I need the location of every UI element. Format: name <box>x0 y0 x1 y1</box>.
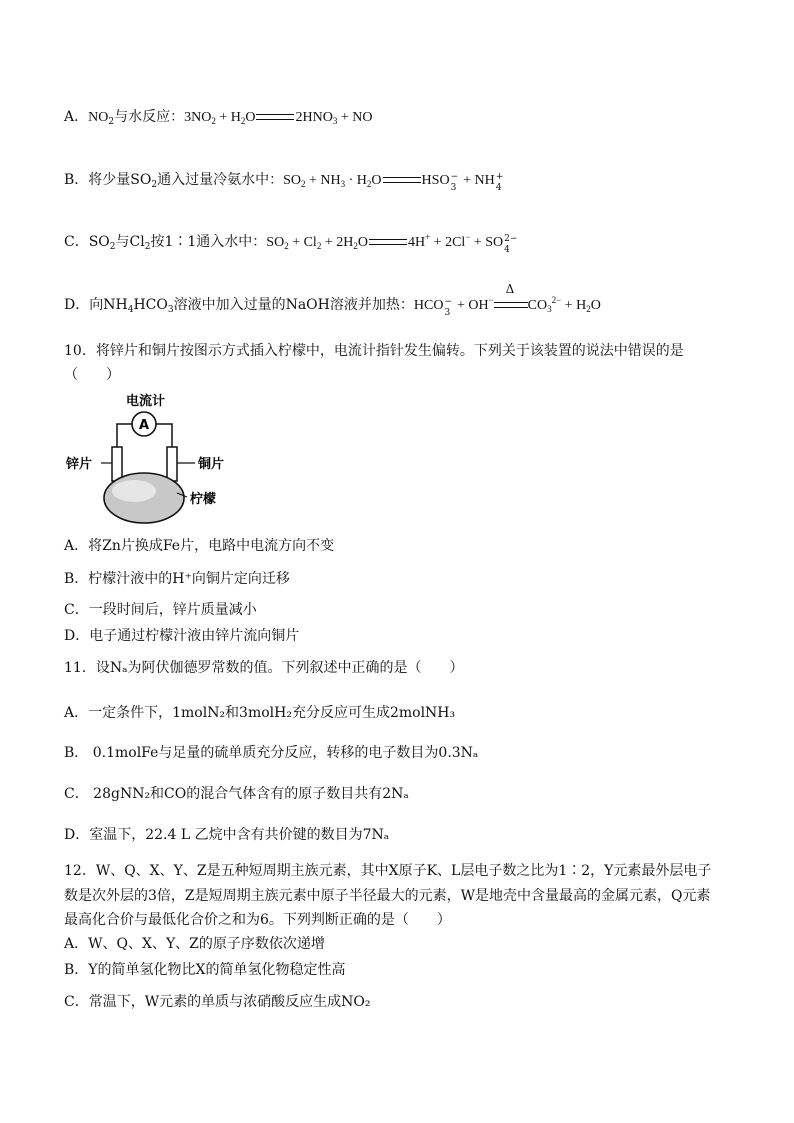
copper-label: 铜片 <box>198 457 225 472</box>
q12-stem-line1: 12．W、Q、X、Y、Z是五种短周期主族元素，其中X原子K、L层电子数之比为1∶2，Y元素最外层电子 <box>64 863 712 879</box>
q9-option-d: D．向$NH_4HCO_3$溶液中加入过量的NaOH溶液并加热：HCO − 3 + OH− Δ $CO_3^{2-} + H_2O$ <box>64 282 601 318</box>
q10-option-b: B．柠檬汁液中的H⁺向铜片定向迁移 <box>64 571 290 587</box>
equals-arrow-icon <box>369 239 407 245</box>
q11-option-b: B． 0.1molFe与足量的硫单质充分反应，转移的电子数目为0.3Nₐ <box>64 745 479 761</box>
q12-option-b: B．Y的简单氢化物比X的简单氢化物稳定性高 <box>64 962 346 978</box>
q9-option-a: A．$NO_2$与水反应：$3NO_2 + H_2O$ $2HNO_3$ + NO <box>64 109 373 127</box>
zinc-label: 锌片 <box>66 457 93 472</box>
q12-stem-line2: 数是次外层的3倍，Z是短周期主族元素中原子半径最大的元素，W是地壳中含量最高的金属元素，Q元素 <box>64 888 711 904</box>
meter-label: 电流计 <box>126 394 166 409</box>
q10-option-d: D．电子通过柠檬汁液由锌片流向铜片 <box>64 628 300 644</box>
zinc-plate <box>112 447 122 481</box>
equals-arrow-icon <box>383 177 421 183</box>
lemon-battery-diagram <box>64 393 234 528</box>
q9-d-label: D． <box>64 297 90 313</box>
q10-stem-line2: （ ） <box>64 367 120 383</box>
q10-option-a: A．将Zn片换成Fe片，电路中电流方向不变 <box>64 538 335 554</box>
lemon-highlight <box>112 480 156 502</box>
q11-option-d: D．室温下，22.4 L 乙烷中含有共价键的数目为7Nₐ <box>64 827 390 843</box>
q9-b-label: B． <box>64 172 89 188</box>
wire-left <box>117 424 132 447</box>
q10-stem-line1: 10．将锌片和铜片按图示方式插入柠檬中，电流计指针发生偏转。下列关于该装置的说法中错误的是 <box>64 343 684 359</box>
q11-option-a: A．一定条件下，1molN₂和3molH₂充分反应可生成2molNH₃ <box>64 705 456 721</box>
meter-symbol: A <box>139 418 150 433</box>
q9-option-c: C．$SO_2$与$Cl_2$按1∶1通入水中：$SO_2 + Cl_2 + 2H_2O$ 4H+ + 2Cl− + SO 2− 4 <box>64 232 518 255</box>
q12-option-c: C．常温下，W元素的单质与浓硝酸反应生成NO₂ <box>64 994 371 1010</box>
q11-option-c: C． 28gNN₂和CO的混合气体含有的原子数目共有2Nₐ <box>64 786 409 802</box>
q9-a-text: A． <box>64 109 89 125</box>
q9-a-body: NO <box>88 110 109 125</box>
q10-option-c: C．一段时间后，锌片质量减小 <box>64 602 257 618</box>
q9-c-label: C． <box>64 234 89 250</box>
q9-option-b: B．将少量$SO_2$通入过量冷氨水中：$SO_2 + NH_3 \cdot H_2O$ HSO − 3 + NH + 4 <box>64 172 504 193</box>
q12-stem-line3: 最高化合价与最低化合价之和为6。下列判断正确的是（ ） <box>64 912 451 928</box>
wire-right <box>156 424 172 447</box>
equals-arrow-icon <box>256 114 294 120</box>
heat-arrow-icon: Δ <box>494 296 528 314</box>
q12-option-a: A．W、Q、X、Y、Z的原子序数依次递增 <box>64 936 325 952</box>
q9-a-desc: 与水反应： <box>114 109 185 125</box>
copper-plate <box>167 447 177 481</box>
q11-stem: 11．设Nₐ为阿伏伽德罗常数的值。下列叙述中正确的是（ ） <box>64 660 464 676</box>
lemon-label: 柠檬 <box>190 492 217 507</box>
